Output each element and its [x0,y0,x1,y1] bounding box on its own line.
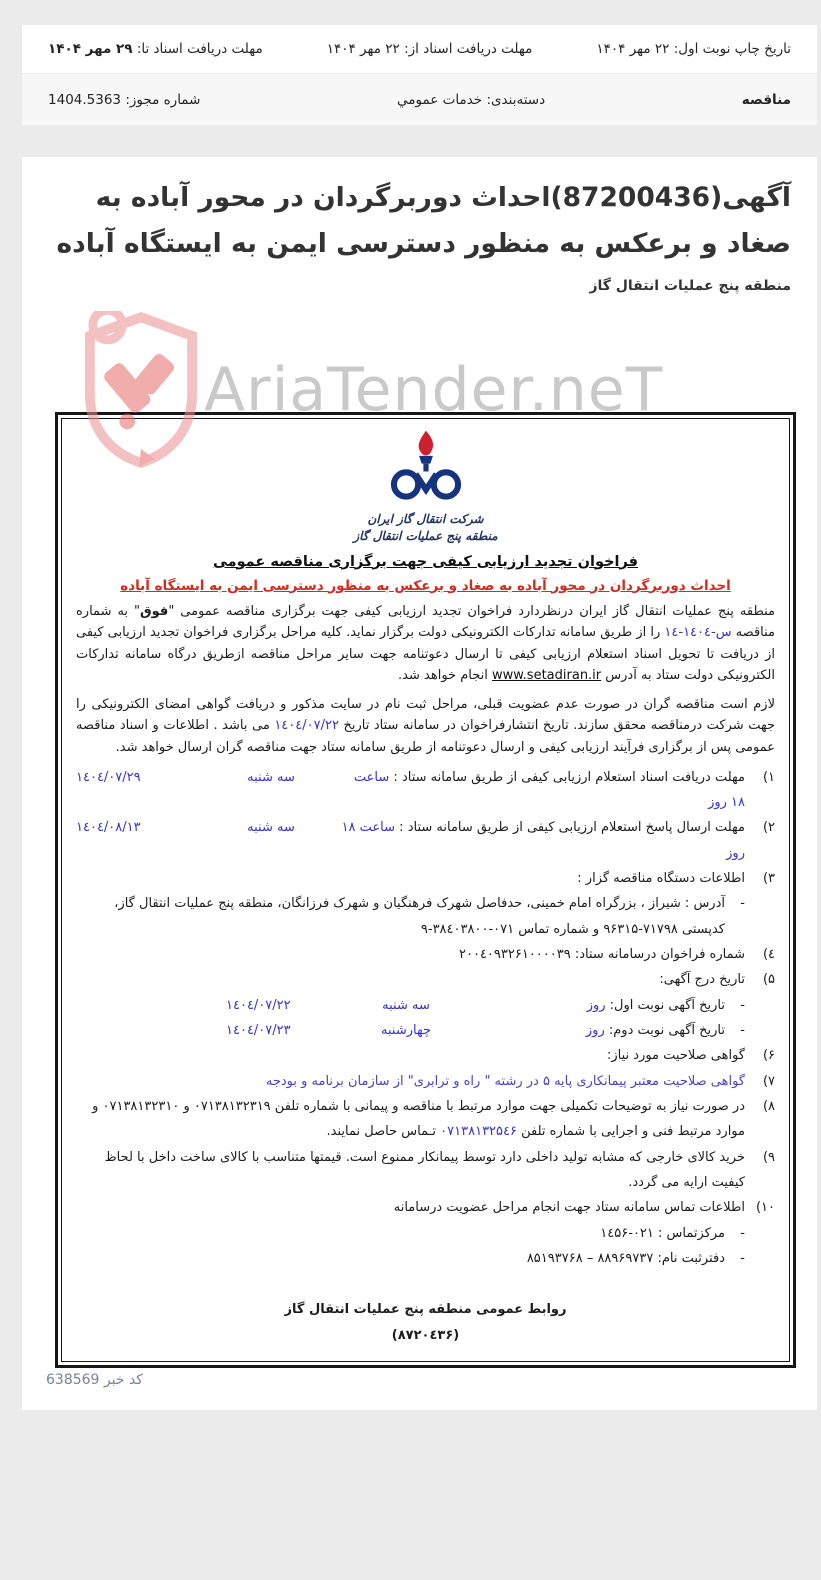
bullet-dash: - [740,1225,745,1241]
doc-paragraph-1 [76,601,775,687]
item-number: ۳) [762,870,775,886]
item-6-qualification [76,1043,775,1068]
item-10-label: اطلاعات تماس سامانه ستاد جهت انجام مراحل عضویت درسامانه [393,1200,745,1216]
item-text [466,1018,725,1043]
item-10-call-center [76,1221,775,1246]
item-10-call-center-text: مرکزتماس : ۰۲۱-۱٤۵۶ [600,1225,725,1241]
page-title: آگهی(87200436)احداث دوربرگردان در محور آباده به صغاد و برعکس به منظور دسترسی ایمن به ایستگاه آباده [56,182,791,260]
item-5-ad-dates [76,967,775,992]
setadiran-link: www.setadiran.ir [491,668,602,684]
bullet-dash: - [740,997,745,1013]
item-5-second-ad [226,1018,775,1043]
item-text [76,1094,745,1145]
nigc-logo-icon [76,429,775,511]
news-code-label: کد خبر [103,1372,143,1388]
category [397,92,545,108]
category-value: خدمات عمومي [397,91,483,108]
item-7-certificate [76,1069,775,1094]
docs-until-label: مهلت دریافت اسناد تا: [136,41,263,57]
item-4-setad-number [76,942,775,967]
summary-row-meta [22,73,817,125]
license-value: 1404.5363 [48,91,122,108]
doc-footer [76,1297,775,1349]
item-2-day: سه شنبه [247,820,295,836]
tender-type-badge: مناقصه [741,91,791,108]
item-1-day: سه شنبه [247,769,295,785]
docs-until-value: ۲۹ مهر ۱۴۰۴ [48,41,133,57]
item-3-agency-info [76,866,775,891]
doc-paragraph-2 [76,694,775,759]
item-number: ٤) [762,946,775,962]
item-number: ۶) [762,1048,775,1064]
p1-text: را از طریق سامانه تدارکات الکترونیکی دولت برگزار نماید. کلیه مراحل برگزاری فراخوان تجدید ارزیابی کیفی از دریافت تا تحویل اسناد استعلام ارزیابی کیفی تا ارسال دعوتنامه جهت سایر مراحل مناقصه ازطریق درگاه سامانه تدارکات الکترونیکی دولت ستاد به آدرس [76,625,775,684]
item-4-number: ۲۰۰٤۰۹۳۲۶۱۰۰۰۰۳۹ [458,946,571,962]
item-number: ۷) [762,1073,775,1089]
item-1-label: مهلت دریافت اسناد استعلام ارزیابی کیفی از طریق سامانه ستاد : [389,769,745,785]
item-5-first-date: ١٤٠٤/٠٧/٢٢ [226,997,291,1013]
item-5-label: تاریخ درج آگهی: [659,972,745,988]
item-number: ۸) [762,1099,775,1115]
item-10-registration-text: دفترثبت نام: ۸۸۹۶۹۷۳۷ – ۸۵۱۹۳۷۶۸ [526,1251,725,1267]
print-date-label: تاریخ چاپ نوبت اول: [673,41,791,57]
org-name-line1: شرکت انتقال گاز ایران [367,511,484,526]
license-number [48,92,200,108]
license-label: شماره مجوز: [125,91,201,108]
p1-text: " به شماره مناقصه [76,603,776,641]
item-7-text: گواهی صلاحیت معتبر پیمانکاری پایه ۵ در رشته " راه و ترابری" از سازمان برنامه و بودجه [265,1073,745,1089]
item-3-address-text: آدرس : شیراز ، بزرگراه امام خمینی، حدفاصل شهرک فرهنگیان و شهرک فرزانگان، منطقه پنج عملیات انتقال گاز، کدپستی ۷۱۷۹۸-۹۶۳۱۵ و شماره تماس ۰۷۱-۳۸٤۰۳۸۰۰-۹ [114,896,725,937]
item-5-second-word: روز [585,1023,605,1039]
print-date-value: ۲۲ مهر ۱۴۰۴ [596,41,670,57]
p1-text: منطقه پنج عملیات انتقال گاز ایران درنظردارد فراخوان تجدید ارزیابی کیفی جهت برگزاری مناقصه عمومی " [168,603,775,619]
item-text [76,942,745,967]
doc-footer-code: (۸۷۲۰٤۳۶) [391,1328,460,1344]
watermark-text: AriaTender.neT [204,355,664,425]
p2-text: لازم است مناقصه گران در صورت عدم عضویت قبلی، مراحل ثبت نام در سایت مذکور و دریافت گواهی امضای الکترونیکی را جهت شرکت درمناقصه محقق سازند. تاریخ انتشارفراخوان در سامانه ستاد تاریخ [76,696,775,734]
summary-row-dates [22,25,817,73]
item-9-foreign-goods [76,1145,775,1196]
item-number: ۵) [762,972,775,988]
item-5-first-ad [226,993,775,1018]
item-9-text: خرید کالای خارجی که مشابه تولید داخلی دارد توسط پیمانکار ممنوع است. قیمتها متناسب با کالای ساخت داخل با لحاظ کیفیت ارایه می گردد. [104,1149,745,1191]
doc-items [76,765,775,1272]
item-2-reply-deadline [76,815,775,866]
item-2-time: ساعت ۱۸ روز [341,820,745,861]
bullet-dash: - [740,896,745,912]
org-name-line2: منطقه پنج عملیات انتقال گاز [353,529,498,544]
item-5-second-day: چهارشنبه [381,1023,431,1039]
news-code-value: 638569 [46,1372,100,1388]
category-label: دسته‌بندی: [486,91,546,108]
item-2-date: ١٤٠٤/٠٨/١٣ [76,820,141,836]
print-date [596,41,791,57]
item-6-label: گواهی صلاحیت مورد نیاز: [606,1048,745,1064]
docs-from [327,41,533,57]
notice-card [22,157,817,1410]
news-code [46,1372,793,1388]
docs-from-label: مهلت دریافت اسناد از: [404,41,533,57]
item-1-date: ١٤٠٤/٠٧/٢٩ [76,769,141,785]
p2-text: می باشد . اطلاعات و اسناد مناقصه عمومی پس از برگزاری فرآیند ارزیابی کیفی و ارسال دعوتنامه از طریق سامانه ستاد جهت مناقصه گران ارسال خواهد شد. [76,718,775,755]
docs-from-value: ۲۲ مهر ۱۴۰۴ [326,41,400,57]
item-3-address [76,891,775,942]
item-8-text: در صورت نیاز به توضیحات تکمیلی جهت موارد مرتبط با مناقصه و پیمانی با شماره تلفن ۰۷۱۳۸۱۳۲۳۱۹ و ۰۷۱۳۸۱۳۲۳۱۰ و موارد مرتبط فنی و اجرایی با شماره تلفن [92,1099,745,1140]
item-5-second-label: تاریخ آگهی نوبت دوم: [604,1023,725,1039]
item-8-text-tail: تـماس حاصل نمایند. [326,1124,441,1140]
notice-subtitle: منطقه پنج عملیات انتقال گاز [589,277,791,294]
p2-publish-date: ١٤٠٤/٠٧/٢٢ [274,718,339,734]
doc-heading: فراخوان تجدید ارزیابی کیفی جهت برگزاری مناقصه عمومی [212,553,639,570]
item-5-second-date: ١٤٠٤/٠٧/٢٣ [226,1023,291,1039]
summary-card [22,25,817,125]
item-text [336,765,745,816]
item-10-registration [76,1246,775,1271]
item-number: ۱۰) [755,1200,775,1216]
item-2-label: مهلت ارسال پاسخ استعلام ارزیابی کیفی از طریق سامانه ستاد : [395,820,745,836]
item-1-time: ساعت ۱۸ روز [353,769,745,810]
item-3-label: اطلاعات دستگاه مناقصه گزار : [577,870,745,886]
doc-subheading: احداث دوربرگردان در محور آباده به صغاد و برعکس به منظور دسترسی ایمن به ایستگاه آباده [120,577,731,594]
item-text [466,993,725,1018]
item-5-first-label: تاریخ آگهی نوبت اول: [605,997,725,1013]
p1-bold: فوق [140,603,169,619]
item-8-phone: ۰۷۱۳۸۱۳۲۵٤۶ [440,1124,517,1140]
item-4-label: شماره فراخوان درسامانه ستاد: [570,946,745,962]
doc-footer-org: روابط عمومی منطقه پنج عملیات انتقال گاز [284,1302,567,1318]
item-10-setad-contact [76,1195,775,1220]
item-5-first-word: روز [586,997,606,1013]
docs-until [48,41,263,57]
item-5-first-day: سه شنبه [382,997,430,1013]
p1-text: انجام خواهد شد. [398,668,492,684]
item-text [336,815,745,866]
item-number: ۱) [762,769,775,785]
p1-tender-number: س-۱٤۰٤-۱٤ [664,625,732,641]
bullet-dash: - [740,1023,745,1039]
bullet-dash: - [740,1251,745,1267]
tender-document [55,412,796,1369]
item-1-docs-deadline [76,765,775,816]
item-8-contact-phones [76,1094,775,1145]
item-number: ۲) [762,820,775,836]
item-number: ۹) [762,1149,775,1165]
